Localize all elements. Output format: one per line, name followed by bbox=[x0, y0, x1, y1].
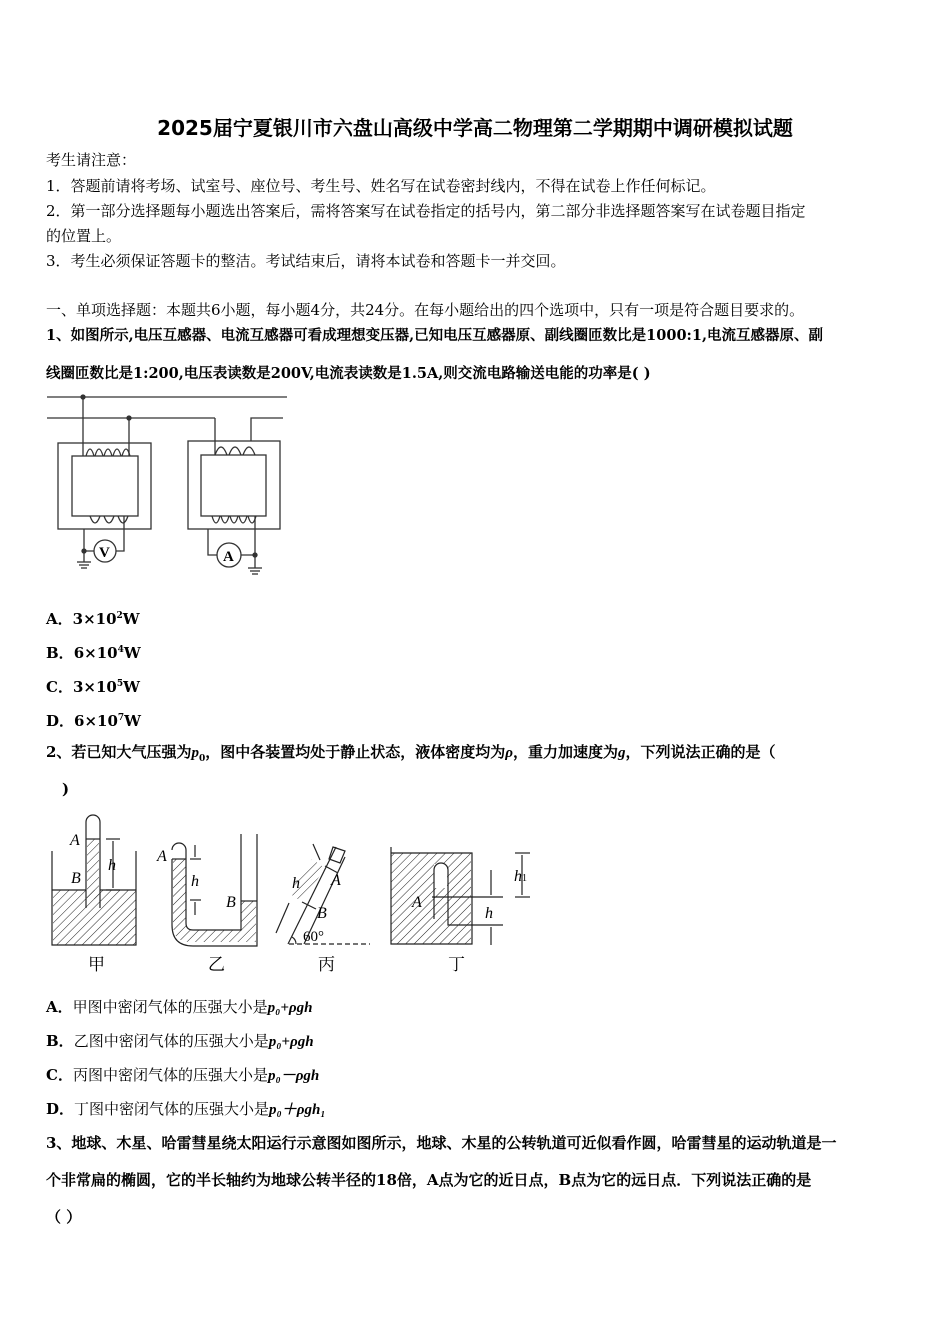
notice-item: 1．答题前请将考场、试室号、座位号、考生号、姓名写在试卷密封线内，不得在试卷上作任何标记。 bbox=[46, 177, 716, 195]
section-heading: 一、单项选择题：本题共6小题，每小题4分，共24分。在每小题给出的四个选项中，只有一项是符合题目要求的。 bbox=[46, 301, 805, 319]
svg-text:h: h bbox=[108, 857, 116, 874]
caption-yi: 乙 bbox=[208, 955, 225, 974]
q2-option-a[interactable]: A．甲图中密闭气体的压强大小是p₀+ρgh bbox=[46, 998, 313, 1016]
q1-option-c[interactable]: C．$3\times 10^5W$ bbox=[46, 678, 140, 696]
q1-option-d[interactable]: D．$6\times 10^7W$ bbox=[46, 712, 142, 730]
svg-text:A: A bbox=[157, 848, 167, 865]
pressure-tubes-figure bbox=[0, 800, 560, 990]
q2-option-d[interactable]: D．丁图中密闭气体的压强大小是p₀＋ρgh₁ bbox=[46, 1100, 326, 1118]
caption-ding: 丁 bbox=[448, 955, 465, 974]
svg-text:A: A bbox=[331, 872, 341, 889]
transformer-circuit-figure bbox=[0, 0, 300, 590]
q2-stem: 2、若已知大气压强为$p_0$，图中各装置均处于静止状态，液体密度均为ρ，重力加速度为g，下列说法正确的是（ bbox=[46, 743, 776, 764]
svg-text:h: h bbox=[191, 873, 199, 890]
notice-heading: 考生请注意： bbox=[46, 151, 137, 169]
voltmeter-label: V bbox=[99, 545, 110, 561]
svg-text:A: A bbox=[412, 894, 422, 911]
q3-stem: 3、地球、木星、哈雷彗星绕太阳运行示意图如图所示，地球、木星的公转轨道可近似看作圆，哈雷彗星的运动轨道是一 bbox=[46, 1134, 837, 1152]
svg-text:h1: h1 bbox=[514, 868, 527, 885]
q3-stem: 个非常扁的椭圆，它的半长轴约为地球公转半径的18倍，A点为它的近日点，B点为它的远日点．下列说法正确的是 bbox=[46, 1171, 812, 1189]
q1-stem: 1、如图所示,电压互感器、电流互感器可看成理想变压器,已知电压互感器原、副线圈匝数比是1000:1,电流互感器原、副 bbox=[46, 327, 824, 344]
svg-text:h: h bbox=[485, 905, 493, 922]
notice-item: 的位置上。 bbox=[46, 227, 122, 245]
q1-stem: 线圈匝数比是1:200,电压表读数是200V,电流表读数是1.5A,则交流电路输送电能的功率是( ) bbox=[46, 365, 651, 382]
svg-text:60°: 60° bbox=[303, 929, 324, 945]
svg-text:B: B bbox=[71, 870, 81, 887]
q1-option-a[interactable]: A．$3\times 10^2W$ bbox=[46, 610, 140, 628]
notice-item: 3．考生必须保证答题卡的整洁。考试结束后，请将本试卷和答题卡一并交回。 bbox=[46, 252, 566, 270]
q2-option-b[interactable]: B．乙图中密闭气体的压强大小是p₀+ρgh bbox=[46, 1032, 314, 1050]
notice-item: 2．第一部分选择题每小题选出答案后，需将答案写在试卷指定的括号内，第二部分非选择题答案写在试卷题目指定 bbox=[46, 202, 806, 220]
q2-stem-end: ) bbox=[62, 780, 70, 798]
ammeter-label: A bbox=[223, 549, 234, 565]
caption-jia: 甲 bbox=[88, 955, 105, 974]
q2-option-c[interactable]: C．丙图中密闭气体的压强大小是p₀－ρgh bbox=[46, 1066, 320, 1084]
q1-option-b[interactable]: B．$6\times 10^4W$ bbox=[46, 644, 141, 662]
svg-text:B: B bbox=[226, 894, 236, 911]
q3-stem-end: （ ） bbox=[46, 1208, 82, 1226]
svg-text:A: A bbox=[70, 832, 80, 849]
svg-text:h: h bbox=[292, 875, 300, 892]
caption-bing: 丙 bbox=[318, 955, 335, 974]
page-title: 2025届宁夏银川市六盘山高级中学高二物理第二学期期中调研模拟试题 bbox=[157, 116, 793, 140]
svg-text:B: B bbox=[317, 905, 327, 922]
